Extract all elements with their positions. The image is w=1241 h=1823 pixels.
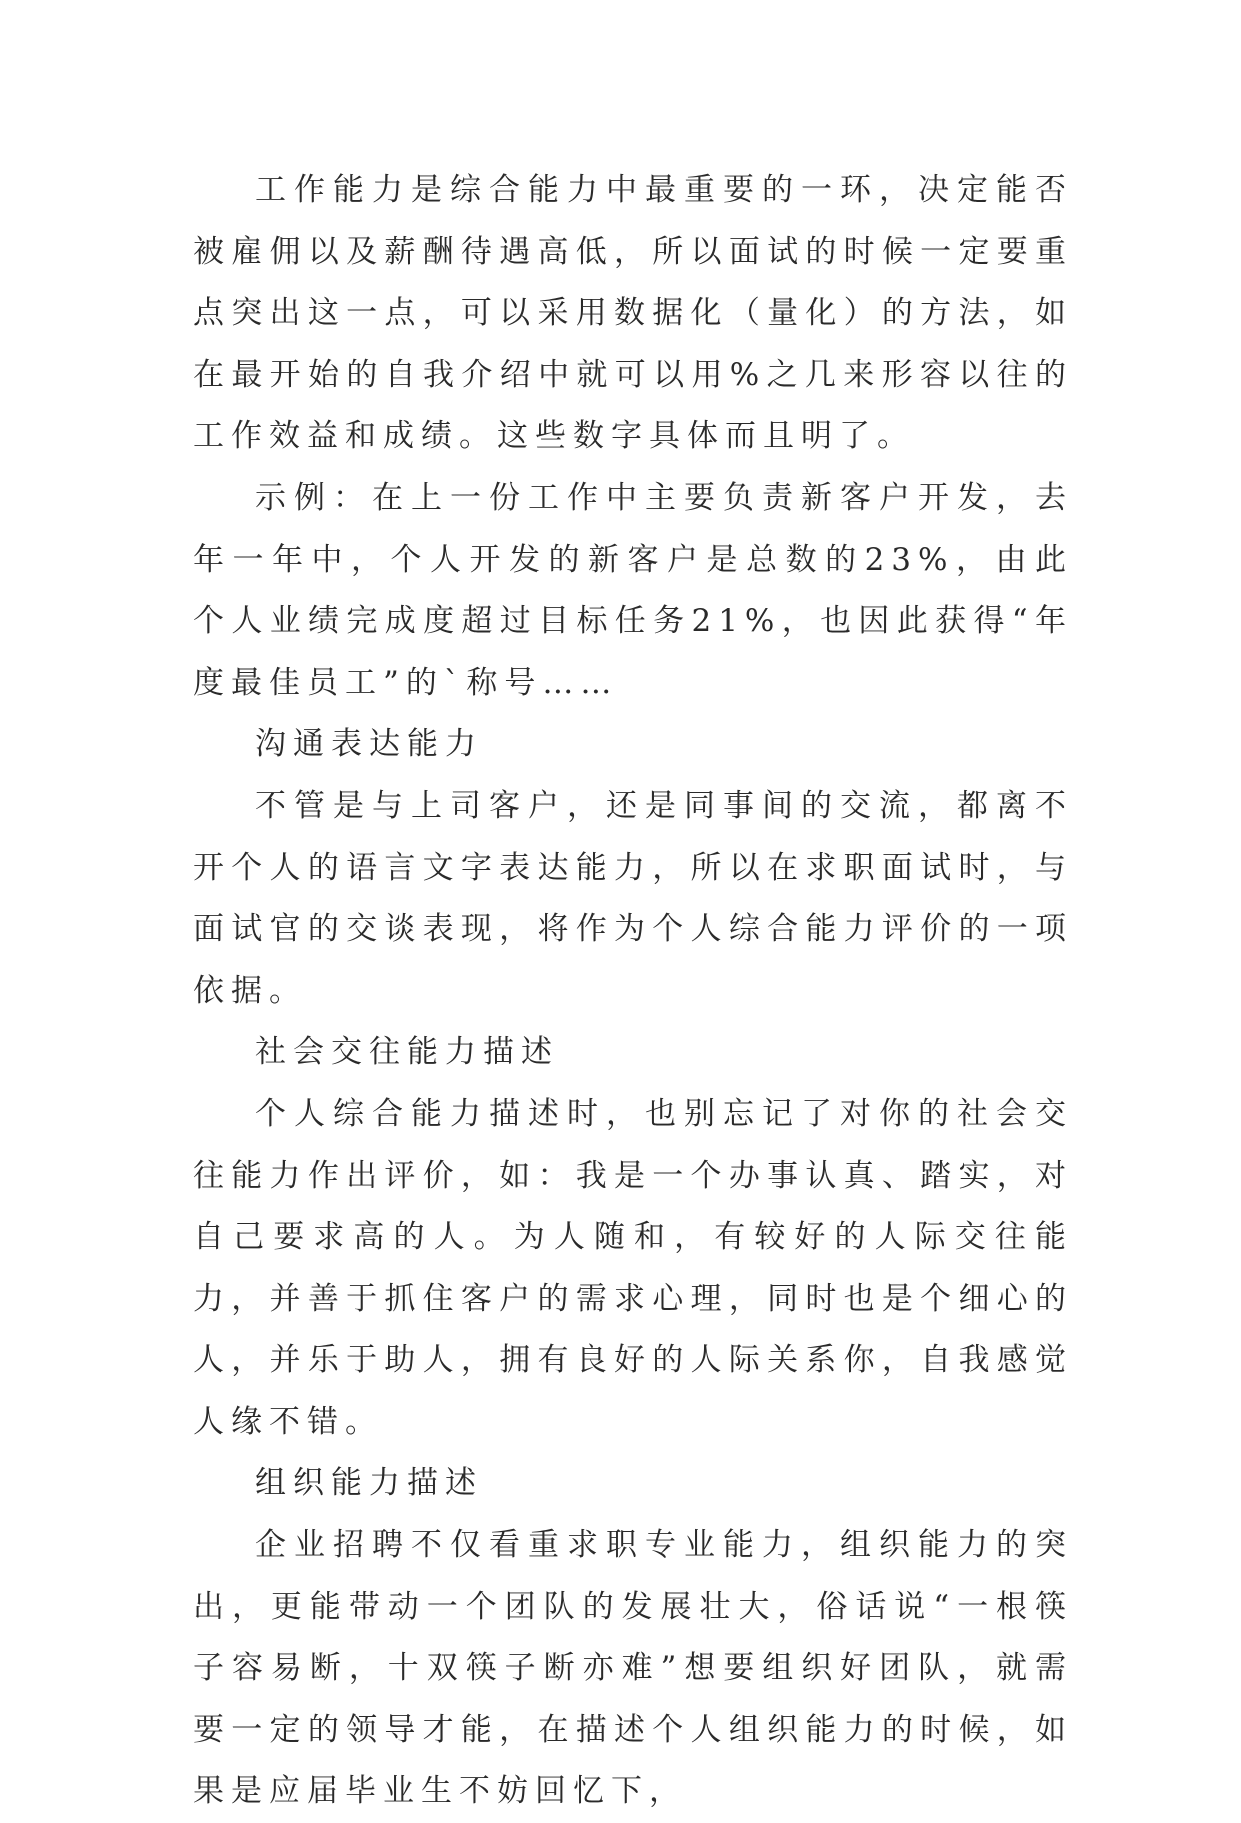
- paragraph-example: 示例：在上一份工作中主要负责新客户开发，去年一年中，个人开发的新客户是总数的23%，由此个人业绩完成度超过目标任务21%，也因此获得“年度最佳员工”的`称号……: [193, 479, 1073, 701]
- heading-communication: 沟通表达能力: [255, 726, 483, 763]
- heading-organization: 组织能力描述: [255, 1465, 483, 1502]
- heading-social: 社会交往能力描述: [255, 1034, 559, 1071]
- paragraph-organization: 企业招聘不仅看重求职专业能力，组织能力的突出，更能带动一个团队的发展壮大，俗话说“一根筷子容易断，十双筷子断亦难”想要组织好团队，就需要一定的领导才能，在描述个人组织能力的时候，如果是应届毕业生不妨回忆下，: [193, 1527, 1073, 1810]
- paragraph-social: 个人综合能力描述时，也别忘记了对你的社会交往能力作出评价，如：我是一个办事认真、踏实，对自己要求高的人。为人随和，有较好的人际交往能力，并善于抓住客户的需求心理，同时也是个细心的人，并乐于助人，拥有良好的人际关系你，自我感觉人缘不错。: [193, 1095, 1073, 1440]
- paragraph-work-ability: 工作能力是综合能力中最重要的一环，决定能否被雇佣以及薪酬待遇高低，所以面试的时候一定要重点突出这一点，可以采用数据化（量化）的方法，如在最开始的自我介绍中就可以用%之几来形容以往的工作效益和成绩。这些数字具体而且明了。: [193, 172, 1073, 455]
- document-body: [193, 160, 1073, 1823]
- paragraph-communication: 不管是与上司客户，还是同事间的交流，都离不开个人的语言文字表达能力，所以在求职面试时，与面试官的交谈表现，将作为个人综合能力评价的一项依据。: [193, 787, 1073, 1009]
